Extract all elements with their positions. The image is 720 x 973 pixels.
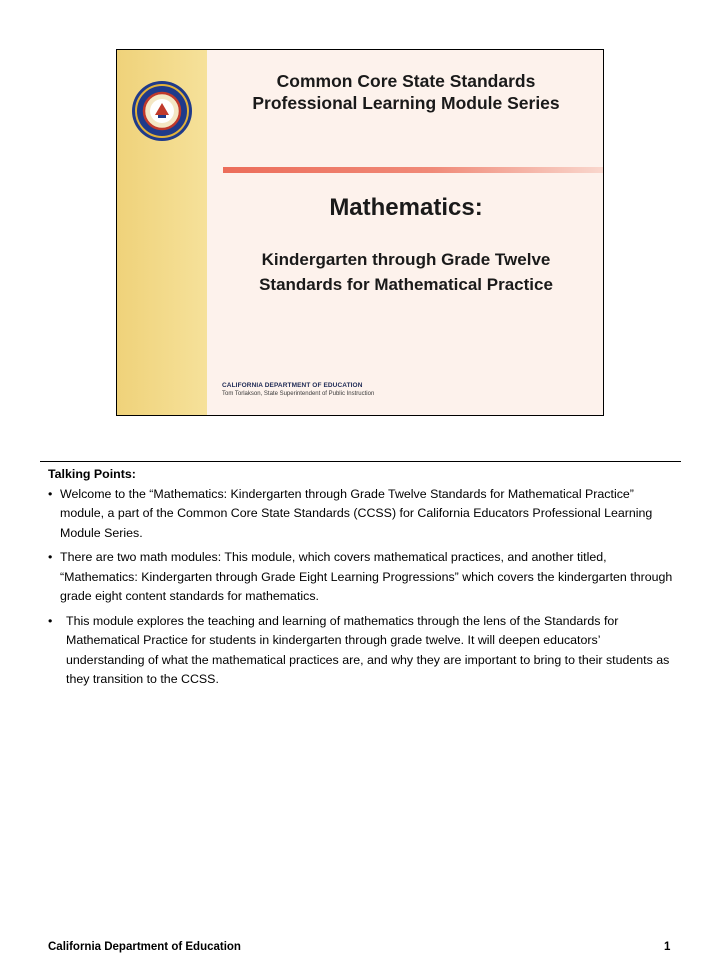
slide-subtitle-line-2: Standards for Mathematical Practice (259, 275, 553, 294)
bullet-icon: • (48, 613, 53, 628)
bullet-text: This module explores the teaching and learning of mathematics through the lens of the Standards for Mathematical Practice for students in kindergarten through grade twelve. It will deepen educators’ understanding of what the mathematical practices are, and why they are important to bring to their students as they transition to the CCSS. (66, 613, 670, 686)
slide-department-name: CALIFORNIA DEPARTMENT OF EDUCATION (222, 382, 363, 389)
slide-accent-rule (223, 167, 603, 173)
list-item (48, 548, 678, 607)
bullet-text: There are two math modules: This module, which covers mathematical practices, and another titled, “Mathematics: Kindergarten through Grade Eight Learning Progressions” which covers the kindergarten through grade eight content standards for mathematics. (60, 550, 673, 603)
page-number: 1 (664, 941, 671, 953)
footer-organization: California Department of Education (48, 941, 241, 953)
speaker-notes (48, 465, 678, 695)
slide-title: Mathematics: (329, 194, 483, 221)
slide-header-line-2: Professional Learning Module Series (252, 93, 560, 113)
notes-divider (40, 461, 681, 462)
slide-subtitle-line-1: Kindergarten through Grade Twelve (261, 250, 551, 269)
slide-subtitle (221, 247, 591, 297)
slide-series-title (221, 70, 591, 114)
list-item (48, 612, 678, 690)
bullet-icon: • (48, 486, 53, 501)
notes-heading: Talking Points: (48, 467, 136, 481)
list-item (48, 485, 678, 544)
slide-superintendent: Tom Torlakson, State Superintendent of Public Instruction (222, 391, 375, 397)
slide-header-line-1: Common Core State Standards (276, 71, 536, 91)
slide-thumbnail (116, 49, 604, 416)
bullet-icon: • (48, 550, 53, 564)
california-department-of-education-seal-icon (131, 80, 193, 142)
bullet-text: Welcome to the “Mathematics: Kindergarten through Grade Twelve Standards for Mathematical Practice” module, a part of the Common Core State Standards (CCSS) for California Educators Professional Learning Module Series. (60, 486, 653, 540)
notes-bullet-list (48, 485, 678, 690)
